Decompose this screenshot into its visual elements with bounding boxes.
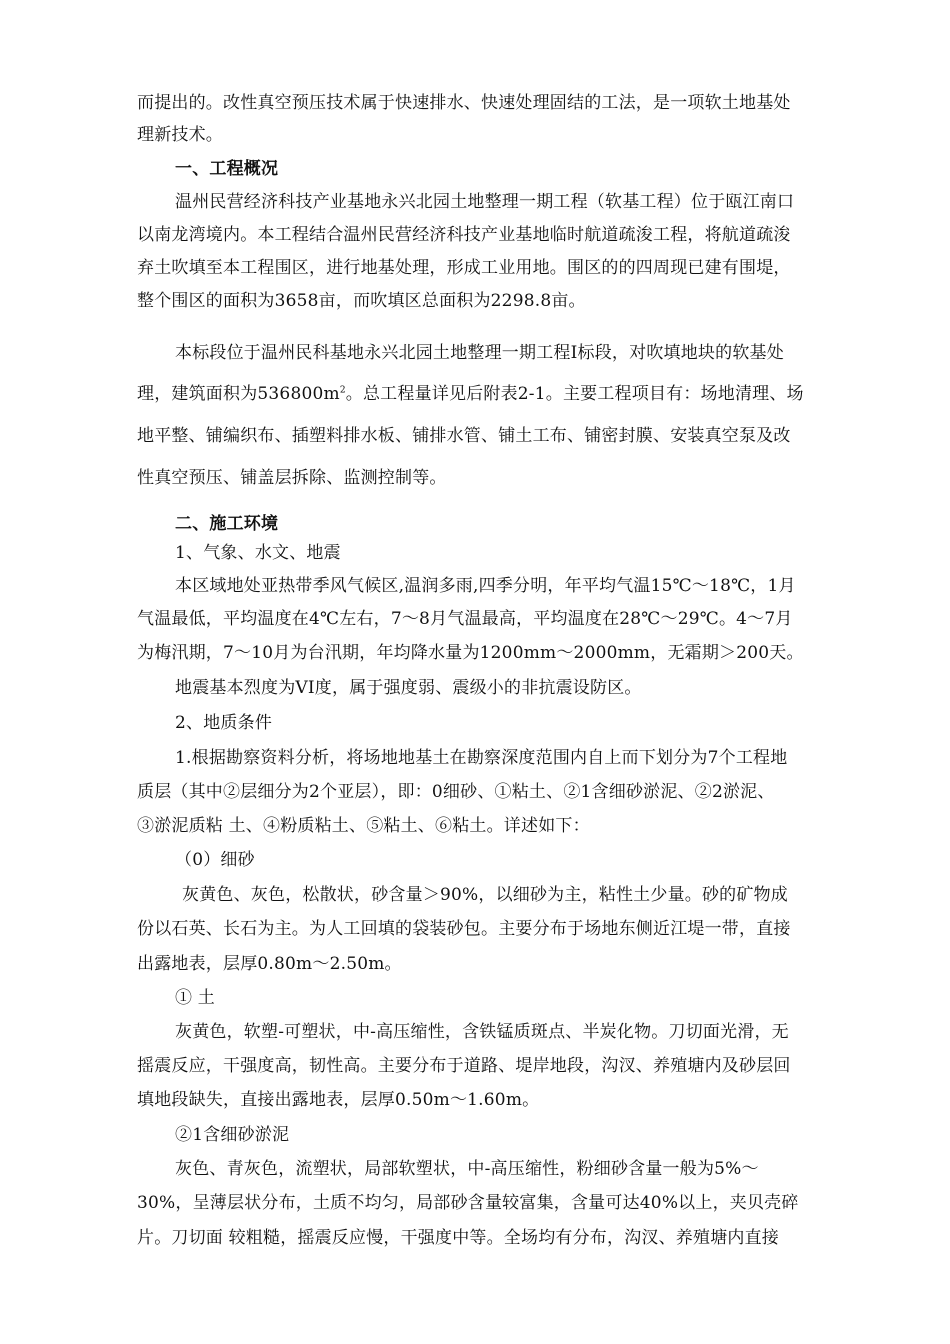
overview-para-line: 整个围区的面积为3658亩，而吹填区总面积为2298.8亩。 [137, 291, 586, 311]
subsection-geology-heading: 2、地质条件 [175, 713, 273, 733]
layer-2-1-para-line: 30%，呈薄层状分布，土质不均匀，局部砂含量较富集，含量可达40%以上，夹贝壳碎 [137, 1193, 799, 1213]
layer-0-para-line: 出露地表，层厚0.80m～2.50m。 [137, 954, 402, 974]
geology-para-line: ③淤泥质粘 土、④粉质粘土、⑤粘土、⑥粘土。详述如下： [137, 816, 590, 836]
section-1-heading: 一、工程概况 [175, 159, 279, 179]
area-text: 理，建筑面积为536800m [137, 384, 340, 404]
layer-0-para-line: 份以石英、长石为主。为人工回填的袋装砂包。主要分布于场地东侧近江堤一带，直接 [137, 919, 791, 939]
scope-para-line: 性真空预压、铺盖层拆除、监测控制等。 [137, 468, 447, 488]
scope-para-line: 本标段位于温州民科基地永兴北园土地整理一期工程Ⅰ标段，对吹填地块的软基处 [175, 343, 784, 363]
intro-line-1: 而提出的。改性真空预压技术属于快速排水、快速处理固结的工法，是一项软土地基处 [137, 93, 791, 113]
layer-0-para-line: 灰黄色、灰色，松散状，砂含量＞90%，以细砂为主，粘性土少量。砂的矿物成 [182, 885, 788, 905]
layer-1-heading: ① 土 [175, 988, 216, 1008]
section-2-heading: 二、施工环境 [175, 514, 279, 534]
layer-2-1-para-line: 灰色、青灰色，流塑状，局部软塑状，中-高压缩性，粉细砂含量一般为5%～ [175, 1159, 759, 1179]
layer-0-heading: （0）细砂 [175, 850, 255, 870]
subsection-climate-heading: 1、气象、水文、地震 [175, 543, 341, 563]
climate-para-line: 气温最低，平均温度在4℃左右，7～8月气温最高，平均温度在28℃～29℃。4～7月 [137, 609, 793, 629]
layer-1-para-line: 灰黄色，软塑-可塑状，中-高压缩性，含铁锰质斑点、半炭化物。刀切面光滑，无 [175, 1022, 789, 1042]
scope-para-line: 地平整、铺编织布、插塑料排水板、铺排水管、铺土工布、铺密封膜、安装真空泵及改 [137, 426, 791, 446]
layer-2-1-heading: ②1含细砂淤泥 [175, 1125, 290, 1145]
earthquake-para: 地震基本烈度为VI度，属于强度弱、震级小的非抗震设防区。 [175, 678, 642, 698]
geology-para-line: 质层（其中②层细分为2个亚层），即：0细砂、①粘土、②1含细砂淤泥、②2淤泥、 [137, 782, 775, 802]
overview-para-line: 以南龙湾境内。本工程结合温州民营经济科技产业基地临时航道疏浚工程，将航道疏浚 [137, 225, 791, 245]
area-unit-superscript: 2 [339, 385, 346, 396]
overview-para-line: 温州民营经济科技产业基地永兴北园土地整理一期工程（软基工程）位于瓯江南口 [175, 192, 795, 212]
overview-para-line: 弃土吹填至本工程围区，进行地基处理，形成工业用地。围区的的四周现已建有围堤， [137, 258, 791, 278]
climate-para-line: 为梅汛期，7～10月为台汛期，年均降水量为1200mm～2000mm，无霜期＞200天。 [137, 643, 804, 663]
climate-para-line: 本区域地处亚热带季风气候区,温润多雨,四季分明，年平均气温15℃～18℃，1月 [175, 576, 796, 596]
layer-1-para-line: 摇震反应，干强度高，韧性高。主要分布于道路、堤岸地段，沟汊、养殖塘内及砂层回 [137, 1056, 791, 1076]
layer-1-para-line: 填地段缺失，直接出露地表，层厚0.50m～1.60m。 [137, 1090, 540, 1110]
intro-line-2: 理新技术。 [137, 125, 223, 145]
scope-para-line [137, 382, 804, 406]
geology-para-line: 1.根据勘察资料分析，将场地地基土在勘察深度范围内自上而下划分为7个工程地 [175, 748, 788, 768]
layer-2-1-para-line: 片。刀切面 较粗糙，摇震反应慢，干强度中等。全场均有分布，沟汊、养殖塘内直接 [137, 1228, 780, 1248]
scope-text: 。总工程量详见后附表2-1。主要工程项目有：场地清理、场 [345, 384, 804, 404]
